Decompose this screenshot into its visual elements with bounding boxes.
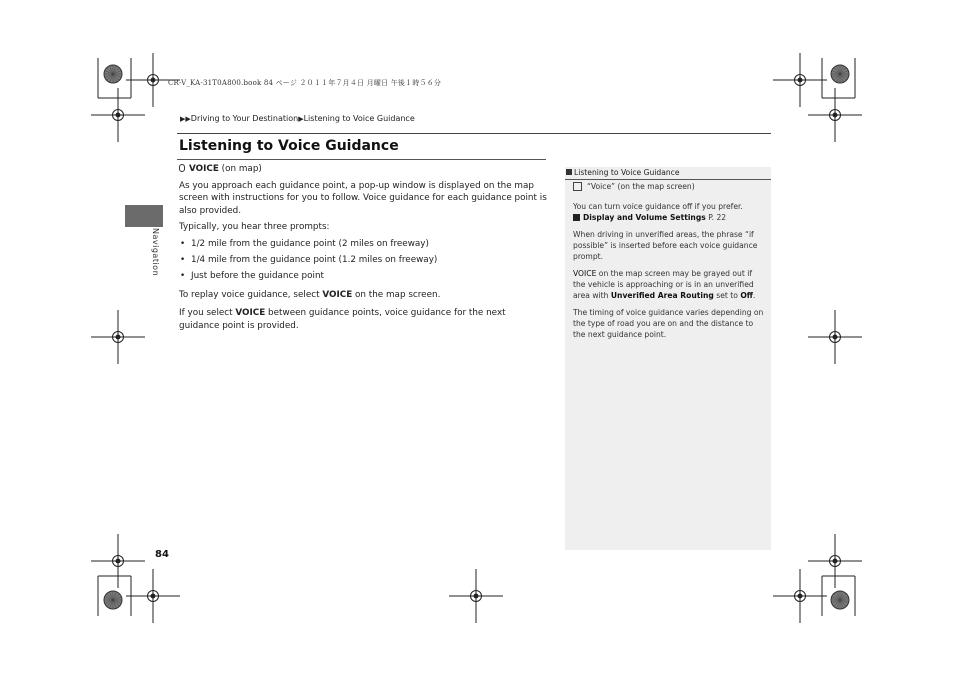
text-fragment: on the map screen may be grayed out if the vehicle is approaching or is in an unverified area with	[573, 269, 754, 300]
paragraph-replay	[179, 289, 547, 302]
setting-value: Off	[740, 291, 753, 300]
voice-command: VOICE	[573, 269, 597, 278]
breadcrumb-item-current: Listening to Voice Guidance	[303, 114, 415, 123]
sidebar-heading-text: Listening to Voice Guidance	[574, 168, 680, 177]
paragraph-intro: As you approach each guidance point, a pop-up window is displayed on the map screen with instructions for you to follow. Voice guidance for each guidance point is also provided.	[179, 180, 547, 216]
sidebar-note-off	[573, 201, 765, 223]
text-fragment: between guidance points, voice guidance for the next guidance point is provided.	[179, 308, 506, 331]
breadcrumb-arrow-icon: ▶	[298, 115, 304, 123]
registration-mark	[116, 335, 120, 339]
reference-page: P. 22	[705, 213, 727, 222]
note-marker-icon	[566, 169, 572, 175]
registration-mark	[151, 594, 155, 598]
section-tab	[125, 205, 163, 227]
header-rule	[177, 133, 771, 134]
sidebar-voice-line	[573, 181, 765, 192]
reference-arrow-icon	[573, 214, 580, 221]
registration-mark	[474, 594, 478, 598]
setting-name: Unverified Area Routing	[610, 291, 714, 300]
registration-mark	[833, 113, 837, 117]
registration-mark	[116, 559, 120, 563]
sidebar-note-text: You can turn voice guidance off if you prefer.	[573, 202, 743, 211]
voice-command: VOICE	[322, 289, 353, 300]
text-fragment: If you select	[179, 308, 236, 319]
list-item: • Just before the guidance point	[179, 270, 547, 283]
text-fragment: on the map screen.	[352, 289, 441, 300]
paragraph-prompts: Typically, you hear three prompts:	[179, 222, 330, 233]
voice-command: VOICE	[235, 308, 266, 319]
voice-command: VOICE	[189, 164, 219, 174]
prompt-list	[179, 238, 547, 283]
page-number: 84	[155, 549, 169, 560]
voice-command-icon	[179, 164, 185, 172]
voice-command-icon	[573, 182, 582, 191]
page-title: Listening to Voice Guidance	[179, 138, 399, 154]
sidebar-body	[573, 181, 765, 346]
text-fragment: set to	[713, 291, 741, 300]
registration-mark	[798, 78, 802, 82]
registration-mark	[116, 113, 120, 117]
sidebar-note-panel	[565, 167, 771, 550]
voice-command-line	[179, 163, 547, 176]
list-item: • 1/2 mile from the guidance point (2 miles on freeway)	[179, 238, 547, 251]
print-info-line: CR-V_KA-31T0A800.book 84 ページ ２０１１年７月４日 月曜日 午後１時５６分	[168, 79, 442, 87]
breadcrumb	[180, 114, 415, 123]
reference-link[interactable]: Display and Volume Settings	[583, 213, 706, 222]
breadcrumb-item-destination: Driving to Your Destination	[190, 114, 299, 123]
sidebar-heading	[565, 167, 771, 180]
sidebar-note-timing: The timing of voice guidance varies depending on the type of road you are on and the distance to the next guidance point.	[573, 308, 764, 339]
sidebar-note-unverified: When driving in unverified areas, the phrase “if possible” is inserted before each voice guidance prompt.	[573, 230, 758, 261]
main-content	[179, 163, 547, 337]
breadcrumb-arrow-icon: ▶▶	[180, 115, 191, 123]
paragraph-select	[179, 307, 547, 332]
registration-mark	[833, 559, 837, 563]
text-fragment: .	[752, 291, 756, 300]
title-rule	[177, 159, 546, 160]
text-fragment: To replay voice guidance, select	[179, 289, 323, 300]
registration-mark	[151, 78, 155, 82]
list-item: • 1/4 mile from the guidance point (1.2 miles on freeway)	[179, 254, 547, 267]
sidebar-voice-label: “Voice” (on the map screen)	[587, 182, 695, 191]
registration-mark	[798, 594, 802, 598]
voice-command-suffix: (on map)	[218, 164, 262, 174]
registration-mark	[833, 335, 837, 339]
section-tab-label: Navigation	[151, 228, 160, 277]
sidebar-note-grayed	[573, 268, 765, 301]
